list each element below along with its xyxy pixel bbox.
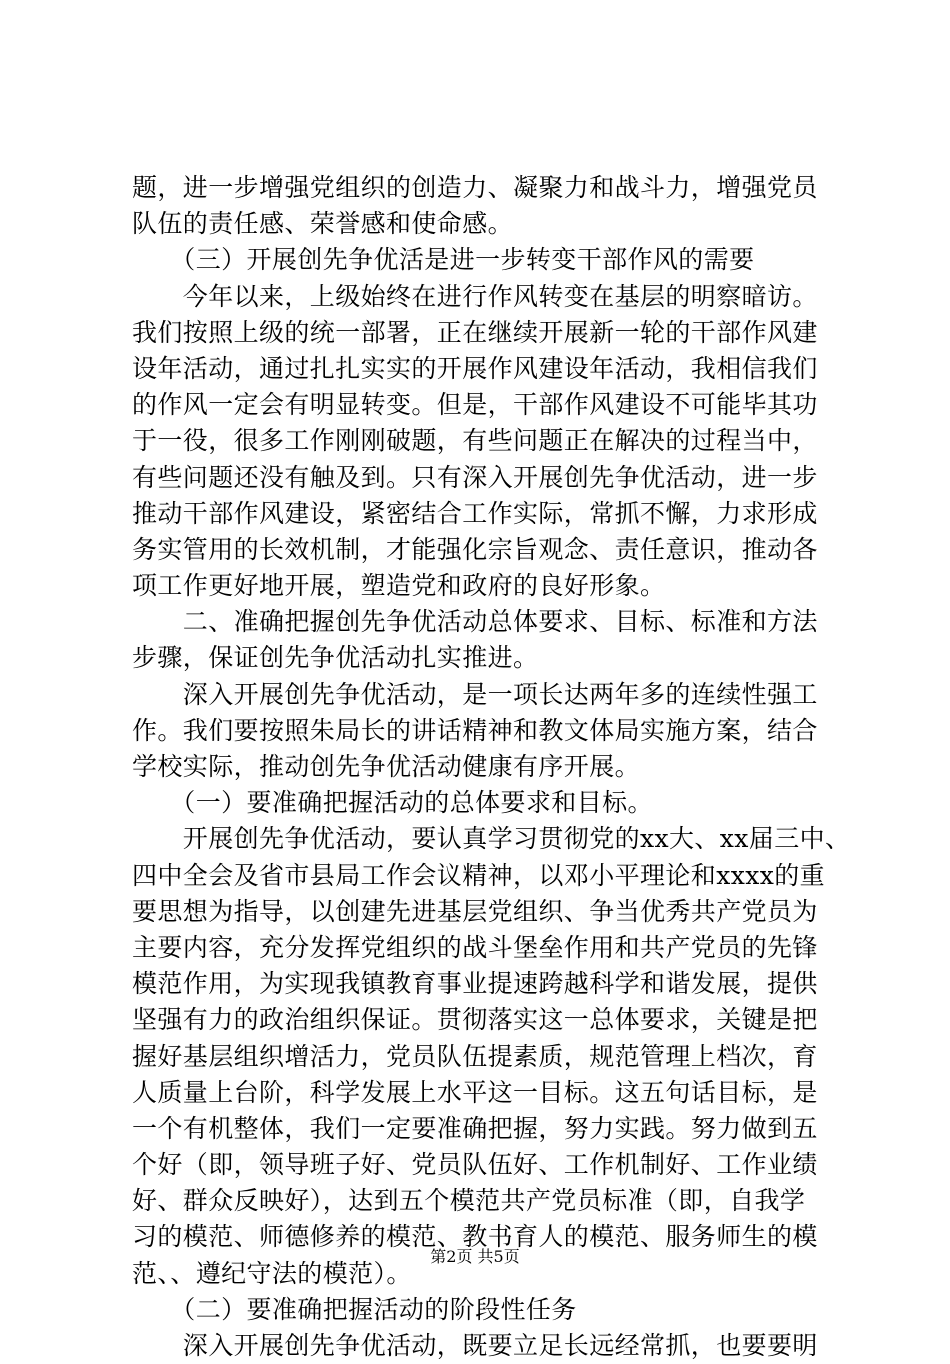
text-line: 好、群众反映好），达到五个模范共产党员标准（即，自我学: [132, 1186, 806, 1216]
text-line: 今年以来，上级始终在进行作风转变在基层的明察暗访。: [132, 281, 818, 311]
text-line: 坚强有力的政治组织保证。贯彻落实这一总体要求，关键是把: [132, 1005, 818, 1035]
section-heading: （一）要准确把握活动的总体要求和目标。: [132, 788, 653, 818]
text-line: 设年活动，通过扎扎实实的开展作风建设年活动，我相信我们: [132, 353, 818, 383]
text-line: 主要内容，充分发挥党组织的战斗堡垒作用和共产党员的先锋: [132, 932, 818, 962]
text-line: 的作风一定会有明显转变。但是，干部作风建设不可能毕其功: [132, 390, 818, 420]
text-line: 学校实际，推动创先争优活动健康有序开展。: [132, 752, 641, 781]
text-line: 握好基层组织增活力，党员队伍提素质，规范管理上档次，育: [132, 1041, 818, 1071]
text-line: 人质量上台阶，科学发展上水平这一目标。这五句话目标，是: [132, 1077, 818, 1107]
body-text: [132, 170, 851, 1364]
text-line: 要思想为指导，以创建先进基层党组织、争当优秀共产党员为: [132, 896, 818, 926]
text-line: 队伍的责任感、荣誉感和使命感。: [132, 209, 514, 239]
text-line: 推动干部作风建设，紧密结合工作实际，常抓不懈，力求形成: [132, 498, 818, 528]
text-line: 习的模范、师德修养的模范、教书育人的模范、服务师生的模: [132, 1222, 818, 1252]
text-line: 我们按照上级的统一部署，正在继续开展新一轮的干部作风建: [132, 317, 818, 347]
text-line: 务实管用的长效机制，才能强化宗旨观念、责任意识，推动各: [132, 534, 818, 564]
text-line: 步骤，保证创先争优活动扎实推进。: [132, 643, 539, 673]
section-heading: （二）要准确把握活动的阶段性任务: [132, 1294, 577, 1324]
text-line: 个好（即，领导班子好、党员队伍好、工作机制好、工作业绩: [132, 1150, 818, 1180]
text-line: 题，进一步增强党组织的创造力、凝聚力和战斗力，增强党员: [132, 173, 818, 202]
section-heading: （三）开展创先争优活是进一步转变干部作风的需要: [132, 245, 755, 275]
text-line: 深入开展创先争优活动，是一项长达两年多的连续性强工: [132, 679, 818, 709]
text-line: 项工作更好地开展，塑造党和政府的良好形象。: [132, 571, 666, 601]
text-line: 深入开展创先争优活动，既要立足长远经常抓，也要要明: [132, 1331, 818, 1360]
text-line: 于一役，很多工作刚刚破题，有些问题正在解决的过程当中，: [132, 426, 818, 456]
page-number-footer: 第2页 共5页: [430, 1247, 520, 1266]
text-line: 一个有机整体，我们一定要准确把握，努力实践。努力做到五: [132, 1113, 818, 1143]
text-line: 作。我们要按照朱局长的讲话精神和教文体局实施方案，结合: [132, 715, 818, 745]
text-line: 模范作用，为实现我镇教育事业提速跨越科学和谐发展，提供: [132, 969, 818, 999]
text-line: 有些问题还没有触及到。只有深入开展创先争优活动，进一步: [132, 462, 818, 492]
section-heading: 二、准确把握创先争优活动总体要求、目标、标准和方法: [132, 607, 818, 637]
text-line: 开展创先争优活动，要认真学习贯彻党的xx大、xx届三中、: [132, 824, 851, 854]
text-line: 范、、遵纪守法的模范）。: [132, 1258, 412, 1288]
text-line: 四中全会及省市县局工作会议精神，以邓小平理论和xxxx的重: [132, 860, 825, 890]
